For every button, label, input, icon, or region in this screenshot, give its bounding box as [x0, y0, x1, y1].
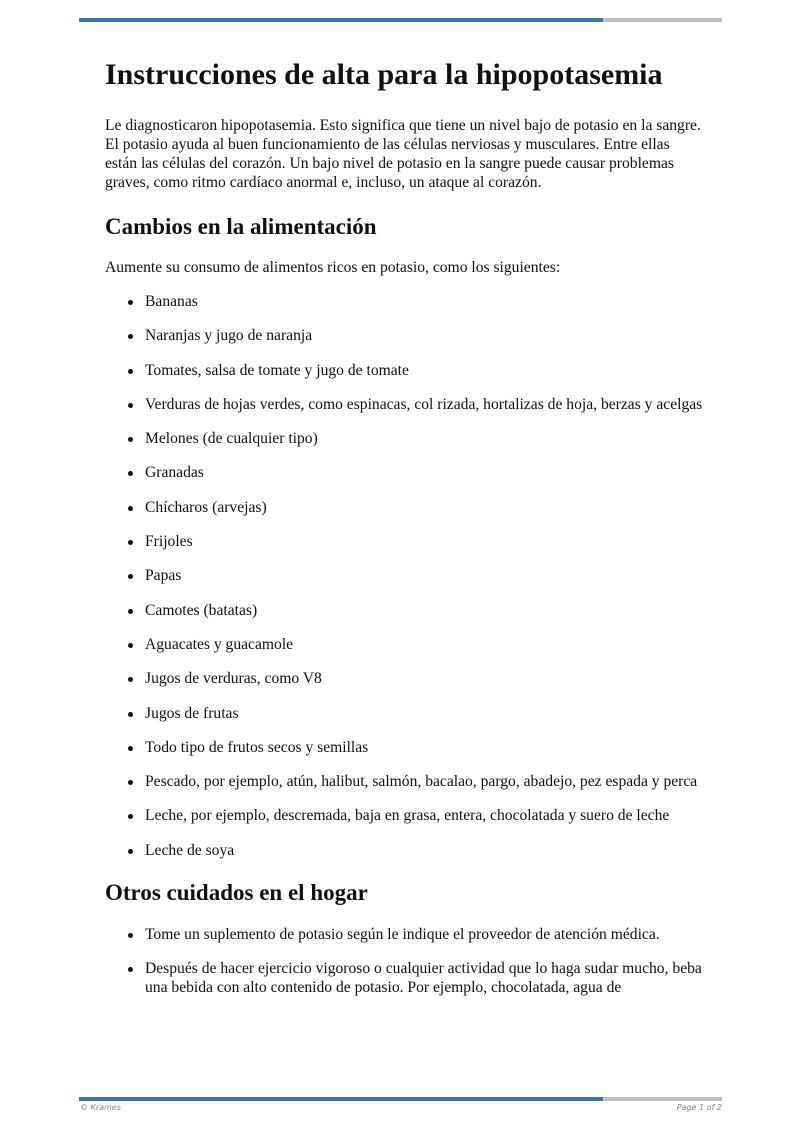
list-item: Tome un suplemento de potasio según le indique el proveedor de atención médica. — [128, 925, 705, 944]
list-item: Granadas — [128, 463, 705, 482]
list-item: Leche de soya — [128, 841, 705, 860]
footer-copyright: © Krames — [80, 1103, 121, 1112]
document-body — [105, 56, 705, 1012]
bullet-icon — [128, 471, 133, 476]
list-item: Bananas — [128, 292, 705, 311]
section-heading: Cambios en la alimentación — [105, 214, 377, 239]
section-diet-changes — [105, 212, 705, 860]
bullet-icon — [128, 849, 133, 854]
list-item: Jugos de verduras, como V8 — [128, 669, 705, 688]
bullet-icon — [128, 814, 133, 819]
list-item: Camotes (batatas) — [128, 601, 705, 620]
bullet-icon — [128, 437, 133, 442]
section-home-care — [105, 878, 705, 997]
top-page-bar — [79, 18, 722, 22]
bullet-icon — [128, 369, 133, 374]
list-item: Jugos de frutas — [128, 704, 705, 723]
list-item: Aguacates y guacamole — [128, 635, 705, 654]
list-item: Tomates, salsa de tomate y jugo de tomate — [128, 361, 705, 380]
list-item: Naranjas y jugo de naranja — [128, 326, 705, 345]
bullet-icon — [128, 712, 133, 717]
bullet-icon — [128, 334, 133, 339]
section-lead: Aumente su consumo de alimentos ricos en potasio, como los siguientes: — [105, 259, 561, 276]
bullet-icon — [128, 574, 133, 579]
bullet-icon — [128, 540, 133, 545]
bullet-icon — [128, 643, 133, 648]
list-item: Melones (de cualquier tipo) — [128, 429, 705, 448]
food-list — [105, 292, 705, 860]
bullet-icon — [128, 609, 133, 614]
list-item: Papas — [128, 566, 705, 585]
bullet-icon — [128, 967, 133, 972]
footer-page-indicator: Page 1 of 2 — [676, 1103, 722, 1112]
list-item: Pescado, por ejemplo, atún, halibut, salmón, bacalao, pargo, abadejo, pez espada y perca — [128, 772, 705, 791]
bullet-icon — [128, 780, 133, 785]
list-item: Verduras de hojas verdes, como espinacas, col rizada, hortalizas de hoja, berzas y acelgas — [128, 395, 705, 414]
intro-paragraph: Le diagnosticaron hipopotasemia. Esto significa que tiene un nivel bajo de potasio en la sangre. El potasio ayuda al buen funcionamiento de las células nerviosas y musculares. Entre ellas están las células del corazón. Un bajo nivel de potasio en la sangre puede causar problemas graves, como ritmo cardíaco anormal e, incluso, un ataque al corazón. — [105, 117, 701, 191]
section-heading: Otros cuidados en el hogar — [105, 879, 368, 905]
bullet-icon — [128, 403, 133, 408]
bullet-icon — [128, 933, 133, 938]
top-page-bar-fill — [79, 18, 603, 22]
home-care-list — [105, 925, 705, 997]
bottom-page-bar — [79, 1097, 722, 1101]
bullet-icon — [128, 746, 133, 751]
list-item: Chícharos (arvejas) — [128, 498, 705, 517]
bottom-page-bar-fill — [79, 1097, 603, 1101]
page-title: Instrucciones de alta para la hipopotasemia — [105, 58, 663, 91]
list-item: Frijoles — [128, 532, 705, 551]
bullet-icon — [128, 300, 133, 305]
bullet-icon — [128, 677, 133, 682]
bullet-icon — [128, 506, 133, 511]
list-item: Después de hacer ejercicio vigoroso o cualquier actividad que lo haga sudar mucho, beba una bebida con alto contenido de potasio. Por ejemplo, chocolatada, agua de — [128, 959, 705, 997]
list-item: Todo tipo de frutos secos y semillas — [128, 738, 705, 757]
list-item: Leche, por ejemplo, descremada, baja en grasa, entera, chocolatada y suero de leche — [128, 806, 705, 825]
